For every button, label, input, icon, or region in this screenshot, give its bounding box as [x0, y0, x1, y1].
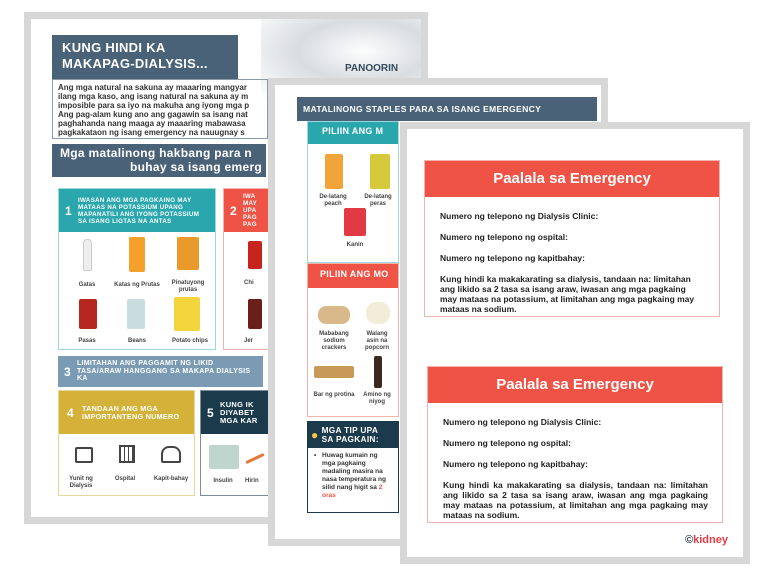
- neighbors-icon: [161, 446, 181, 463]
- step-number: 5: [207, 405, 214, 420]
- step-number: 3: [64, 364, 71, 379]
- syringe-image: [245, 453, 264, 464]
- food-label: Bar ng protina: [313, 392, 355, 398]
- item-label: Hirin: [245, 478, 259, 484]
- item-label: Insulin: [213, 478, 233, 484]
- food-label: Chi: [244, 280, 254, 286]
- step-title: KUNG IK DIYABET MGA KAR: [219, 399, 258, 425]
- food-label: De-latang peach: [319, 194, 347, 208]
- tips-title: MGA TIP UPA SA PAGKAIN:: [321, 425, 379, 444]
- crackers-image: [318, 306, 350, 324]
- logo-icon: ©: [685, 534, 694, 546]
- step-number: 1: [65, 203, 72, 218]
- step-1-card: [58, 188, 216, 350]
- food-label: Pasas: [78, 338, 96, 344]
- video-label[interactable]: PANOORIN: [345, 63, 399, 74]
- step-title: TANDAAN ANG MGA IMPORTANTENG NUMERO: [81, 404, 180, 421]
- food-label: Beans: [127, 338, 146, 344]
- food-label: Kanin: [346, 242, 364, 248]
- food-label: Amino ng niyog: [363, 392, 391, 406]
- emergency-card-2: [427, 366, 723, 523]
- juice-image: [129, 237, 145, 272]
- chips-image: [248, 241, 262, 269]
- step-number: 4: [67, 405, 74, 420]
- card-title: PILIIN ANG MO: [308, 264, 398, 288]
- neighbor-phone-label: Numero ng telepono ng kapitbahay:: [440, 253, 585, 263]
- card-title: PILIIN ANG M: [308, 122, 398, 144]
- hospital-phone-label: Numero ng telepono ng ospital:: [443, 438, 571, 448]
- page-title: MATALINONG STAPLES PARA SA ISANG EMERGENCY: [297, 97, 597, 121]
- food-label: Jer: [244, 338, 254, 344]
- kidney-logo: ©kidney: [685, 534, 728, 546]
- step-title: IWASAN ANG MGA PAGKAING MAY MATAAS NA POTASSIUM UPANG MAPANATILI ANG IYONG POTASSIUM SA ISANG LIGTAS NA ANTAS: [77, 196, 200, 225]
- flyer-page-3: [400, 122, 750, 564]
- food-label: Mababang sodium crackers: [319, 331, 349, 352]
- choose-card-2: [307, 263, 399, 417]
- rice-box-image: [344, 208, 366, 236]
- page-title: KUNG HINDI KA MAKAPAG-DIALYSIS...: [52, 35, 238, 79]
- jerky-image: [248, 299, 262, 329]
- step-3-banner: [58, 356, 263, 387]
- reminder-note: Kung hindi ka makakarating sa dialysis, tandaan na: limitahan ang likido sa 2 tasa sa isang araw, iwasan ang mga pagkaing may mataas na potassium, at limitahan ang mga pagkaing may mataas na sodium.: [443, 480, 708, 520]
- food-label: De-latang peras: [364, 194, 392, 208]
- neighbor-phone-label: Numero ng telepono ng kapitbahay:: [443, 459, 588, 469]
- food-label: Potato chips: [171, 338, 208, 344]
- dried-fruit-image: [177, 237, 199, 270]
- protein-bar-image: [314, 366, 354, 378]
- popcorn-image: [366, 302, 390, 324]
- step-title: LIMITAHAN ANG PAGGAMIT NG LIKID TASA/ARAW HANGGANG SA MAKAPA DIALYSIS KA: [76, 360, 251, 383]
- hospital-phone-label: Numero ng telepono ng ospital:: [440, 232, 568, 242]
- hospital-icon: [119, 445, 135, 463]
- insulin-image: [209, 445, 239, 469]
- emergency-card-1: [424, 160, 720, 317]
- reminder-note: Kung hindi ka makakarating sa dialysis, tandaan na: limitahan ang likido sa 2 tasa sa isang araw, iwasan ang mga pagkaing may mataas na potassium, at limitahan ang mga pagkaing may mataas na sodium.: [440, 274, 695, 314]
- number-label: Ospital: [114, 476, 136, 482]
- food-label: Walang asin na popcorn: [365, 331, 389, 352]
- dialysis-unit-icon: [75, 447, 93, 463]
- dialysis-clinic-phone-label: Numero ng telepono ng Dialysis Clinic:: [443, 417, 602, 427]
- intro-text: Ang mga natural na sakuna ay maaaring mangyar ilang mga kaso, ang isang natural na sakuna ay m imposible para sa iyo na makuha ang iyong mga p Ang pag-alam kung ano ang gagawin sa isang nat paghahanda nang maaga ay maaaring mabawasa pagkakataon ng isang emergency na nauugnay s: [52, 79, 268, 139]
- coconut-aminos-image: [374, 356, 382, 388]
- tip-item: • Huwag kumain ng mga pagkaing madaling masira na nasa temperatura ng silid nang higit sa 2 oras: [314, 452, 386, 499]
- beans-image: [127, 299, 145, 329]
- card-title: Paalala sa Emergency: [425, 161, 719, 197]
- number-label: Yunit ng Dialysis: [69, 476, 93, 490]
- choose-card-1: [307, 121, 399, 263]
- chips-image: [174, 297, 200, 331]
- step-title: IWA MAY UPA PAG PAG: [242, 193, 257, 228]
- food-label: Katas ng Prutas: [114, 282, 160, 288]
- tips-card: [307, 421, 399, 513]
- lightbulb-icon: ●: [311, 428, 319, 442]
- number-label: Kapit-bahay: [153, 476, 189, 482]
- dialysis-clinic-phone-label: Numero ng telepono ng Dialysis Clinic:: [440, 211, 599, 221]
- food-label: Gatas: [78, 282, 96, 288]
- food-label: Pinatuyong prutas: [171, 280, 205, 294]
- steps-banner: Mga matalinong hakbang para n buhay sa isang emerg: [52, 144, 266, 177]
- pear-can-image: [370, 154, 390, 189]
- step-4-card: [58, 390, 195, 496]
- card-title: Paalala sa Emergency: [428, 367, 722, 403]
- peach-jar-image: [325, 154, 343, 189]
- step-number: 2: [230, 203, 237, 218]
- raisins-image: [79, 299, 97, 329]
- milk-image: [83, 239, 92, 271]
